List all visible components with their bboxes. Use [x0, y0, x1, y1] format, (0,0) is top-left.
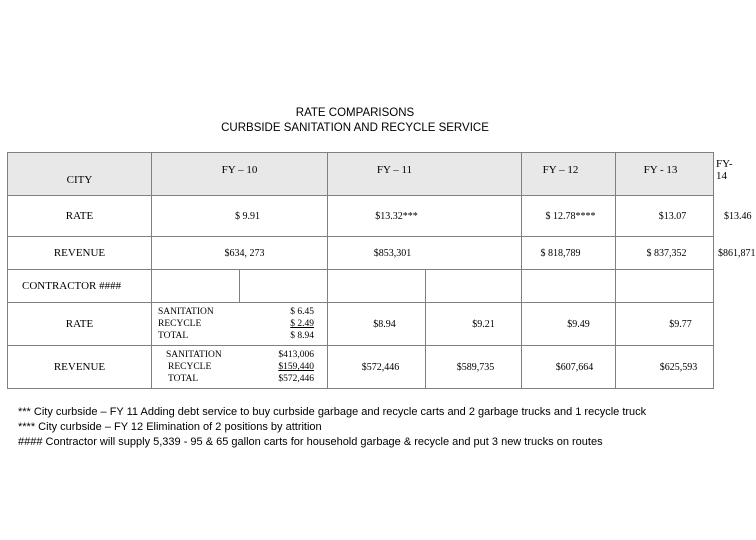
header-fy12: FY – 12	[522, 153, 616, 196]
rev-breakdown-recycle-label: RECYCLE	[168, 362, 212, 372]
city-rate-fy10: $ 9.91	[152, 196, 328, 237]
city-revenue-label: REVENUE	[8, 237, 152, 270]
contractor-label: CONTRACTOR ####	[8, 270, 152, 303]
title-line-1: RATE COMPARISONS	[295, 107, 415, 119]
contractor-revenue-fy13: $607,664	[522, 346, 616, 389]
city-revenue-fy11: $853,301	[328, 237, 522, 270]
city-rate-fy12: $ 12.78****	[522, 196, 616, 237]
header-fy10: FY – 10	[152, 153, 328, 196]
breakdown-sanitation-value: $ 6.45	[290, 307, 314, 317]
contractor-rate-label: RATE	[8, 303, 152, 346]
title-line-2: CURBSIDE SANITATION AND RECYCLE SERVICE	[221, 122, 489, 134]
city-revenue-fy13: $ 837,352	[616, 237, 714, 270]
city-rate-label: RATE	[8, 196, 152, 237]
contractor-rate-fy13: $9.49	[522, 303, 616, 346]
rate-comparison-table: CITY FY – 10 FY – 11 FY – 12 FY - 13 FY-14 RATE $ 9.91 $13.32*** $ 12.78**** $13.07 $13.46 REVENUE $634, 273 $853,301 $ 818,789 $ 837,352 $861,871 CONTRACTOR #### RATE SANITATION $ 6.45 RECYCLE $ 2.49 TOTAL $ 8.94 $8.94 $9.21 $9.49 $9.77 REVENUE SANITATION $413,006 RECYCLE $159,440 TOTAL $572,446 $572,446 $589,735 $607,664 $625,593	[7, 152, 714, 389]
contractor-rate-fy11: $8.94	[328, 303, 426, 346]
contractor-rate-breakdown	[152, 303, 328, 346]
footnote-2: **** City curbside – FY 12 Elimination of 2 positions by attrition	[18, 421, 322, 433]
rev-breakdown-sanitation-label: SANITATION	[166, 350, 222, 360]
breakdown-total-value: $ 8.94	[290, 331, 314, 341]
city-rate-fy13: $13.07	[616, 196, 714, 237]
rev-breakdown-total-label: TOTAL	[168, 374, 199, 384]
rev-breakdown-recycle-value: $159,440	[278, 362, 314, 372]
contractor-revenue-fy14: $625,593	[616, 346, 714, 389]
city-label: CITY	[66, 174, 93, 186]
contractor-revenue-fy11: $572,446	[328, 346, 426, 389]
header-fy11: FY – 11	[328, 153, 522, 196]
contractor-revenue-label: REVENUE	[8, 346, 152, 389]
city-label-cell	[8, 153, 152, 196]
rev-breakdown-sanitation-value: $413,006	[278, 350, 314, 360]
contractor-revenue-fy12: $589,735	[426, 346, 522, 389]
contractor-revenue-breakdown	[152, 346, 328, 389]
breakdown-sanitation-label: SANITATION	[158, 307, 214, 317]
footnote-3: #### Contractor will supply 5,339 - 95 & 65 gallon carts for household garbage & recycle and put 3 new trucks on routes	[18, 436, 603, 448]
city-rate-fy11: $13.32***	[328, 196, 522, 237]
breakdown-recycle-label: RECYCLE	[158, 319, 202, 329]
breakdown-total-label: TOTAL	[158, 331, 189, 341]
city-revenue-fy12: $ 818,789	[522, 237, 616, 270]
rev-breakdown-total-value: $572,446	[278, 374, 314, 384]
footnote-1: *** City curbside – FY 11 Adding debt service to buy curbside garbage and recycle carts and 2 garbage trucks and 1 recycle truck	[18, 406, 647, 418]
breakdown-recycle-value: $ 2.49	[290, 319, 314, 329]
header-fy13: FY - 13	[616, 153, 714, 196]
contractor-rate-fy12: $9.21	[426, 303, 522, 346]
contractor-rate-fy14: $9.77	[616, 303, 714, 346]
city-revenue-fy10: $634, 273	[152, 237, 328, 270]
